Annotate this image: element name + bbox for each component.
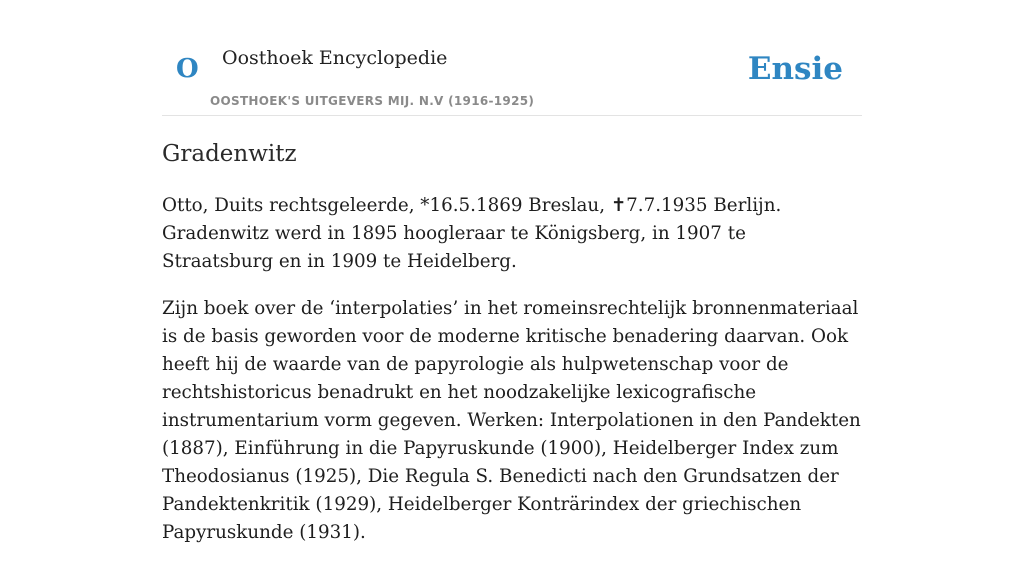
ensie-brand-link[interactable]: Ensie xyxy=(747,51,843,87)
encyclopedia-logo[interactable]: O xyxy=(176,54,199,84)
entry-paragraph: Otto, Duits rechtsgeleerde, *16.5.1869 Breslau, ✝7.7.1935 Berlijn. Gradenwitz werd in 1895 hoogleraar te Königsberg, in 1907 te Straatsburg en in 1909 te Heidelberg. xyxy=(162,195,782,272)
entry-title: Gradenwitz xyxy=(162,141,297,167)
entry-paragraph: Zijn boek over de ‘interpolaties’ in het romeinsrechtelijk bronnenmateriaal is de basis geworden voor de moderne kritische benadering daarvan. Ook heeft hij de waarde van de papyrologie als hulpwetenschap voor de rechtshistoricus benadrukt en het noodzakelijke lexicografische instrumentarium vorm gegeven. Werken: Interpolationen in den Pandekten (1887), Einführung in die Papyruskunde (1900), Heidelberger Index zum Theodosianus (1925), Die Regula S. Benedicti nach den Grundsatzen der Pandektenkritik (1929), Heidelberger Konträrindex der griechischen Papyruskunde (1931). xyxy=(162,298,861,543)
entry-body xyxy=(162,192,862,566)
site-header xyxy=(162,0,862,116)
publisher-label: OOSTHOEK'S UITGEVERS MIJ. N.V (1916-1925) xyxy=(210,94,535,108)
page xyxy=(162,0,862,543)
encyclopedia-title[interactable]: Oosthoek Encyclopedie xyxy=(222,47,448,69)
